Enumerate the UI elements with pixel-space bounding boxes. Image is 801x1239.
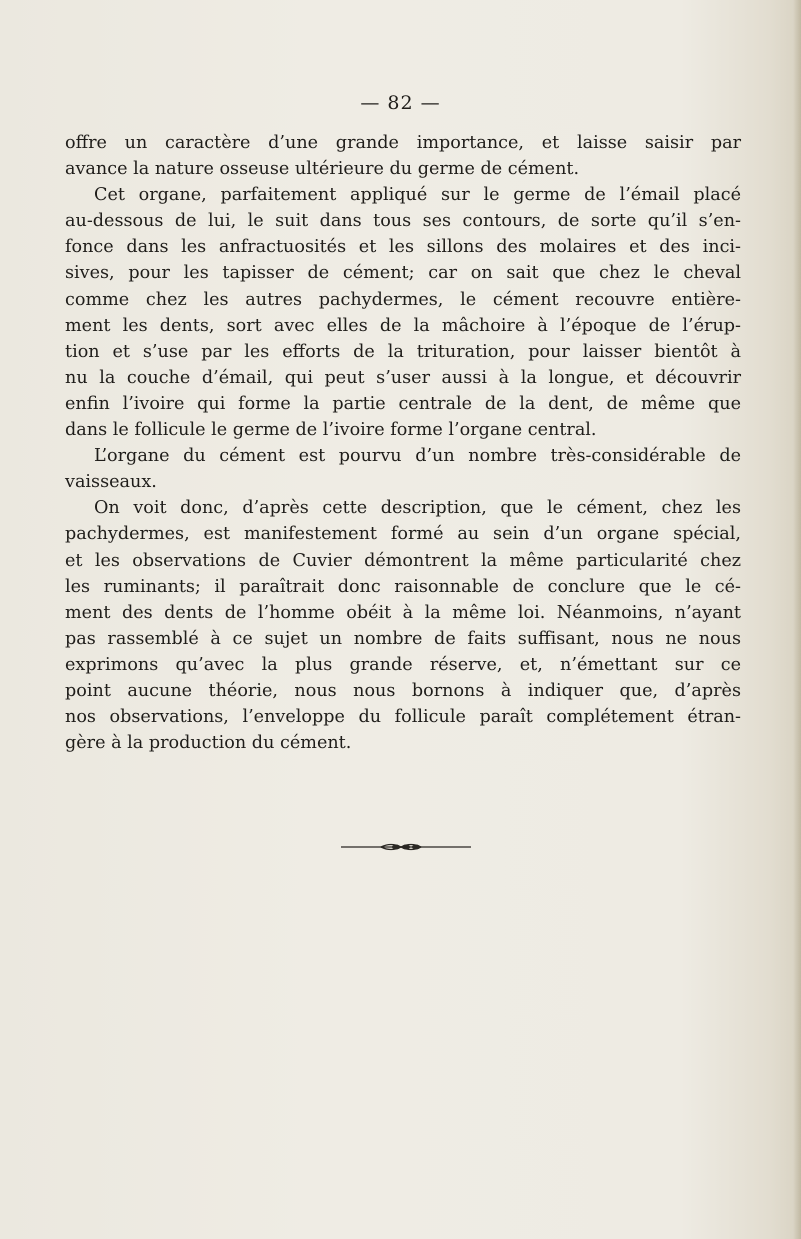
text-line: les ruminants; il paraîtrait donc raisonnable de conclure que le cé- (65, 576, 741, 597)
text-line: dans le follicule le germe de l’ivoire forme l’organe central. (65, 420, 597, 441)
text-line: Cet organe, parfaitement appliqué sur le germe de l’émail placé (94, 185, 741, 206)
text-line: sives, pour les tapisser de cément; car on sait que chez le cheval (65, 263, 741, 284)
text-line: nu la couche d’émail, qui peut s’user aussi à la longue, et découvrir (65, 367, 741, 388)
text-line: au-dessous de lui, le suit dans tous ses contours, de sorte qu’il s’en- (65, 211, 741, 232)
text-line: exprimons qu’avec la plus grande réserve, et, n’émettant sur ce (65, 654, 741, 675)
text-line: L’organe du cément est pourvu d’un nombre très-considérable de (94, 446, 741, 467)
text-line: point aucune théorie, nous nous bornons à indiquer que, d’après (65, 680, 741, 701)
text-line: avance la nature osseuse ultérieure du germe de cément. (65, 159, 580, 180)
text-line: tion et s’use par les efforts de la trituration, pour laisser bientôt à (65, 341, 741, 362)
page-edge-shadow (793, 0, 801, 1239)
text-line: On voit donc, d’après cette description, que le cément, chez les (94, 498, 741, 519)
body-text (65, 130, 741, 756)
text-line: offre un caractère d’une grande importance, et laisse saisir par (65, 133, 741, 153)
text-line: comme chez les autres pachydermes, le cément recouvre entière- (65, 289, 741, 310)
text-line: ment des dents de l’homme obéit à la même loi. Néanmoins, n’ayant (65, 602, 741, 623)
text-line: nos observations, l’enveloppe du follicule paraît complétement étran- (65, 707, 741, 728)
end-ornament (341, 840, 471, 854)
text-line: pachydermes, est manifestement formé au sein d’un organe spécial, (65, 524, 741, 545)
text-line: fonce dans les anfractuosités et les sillons des molaires et des inci- (65, 237, 741, 258)
text-line: enfin l’ivoire qui forme la partie centrale de la dent, de même que (65, 393, 741, 414)
text-line: gère à la production du cément. (65, 733, 352, 754)
text-line: vaisseaux. (65, 472, 157, 493)
text-line: pas rassemblé à ce sujet un nombre de faits suffisant, nous ne nous (65, 628, 741, 649)
text-line: et les observations de Cuvier démontrent la même particularité chez (65, 550, 741, 571)
page-number: — 82 — (360, 92, 441, 114)
text-line: ment les dents, sort avec elles de la mâchoire à l’époque de l’érup- (65, 315, 741, 336)
